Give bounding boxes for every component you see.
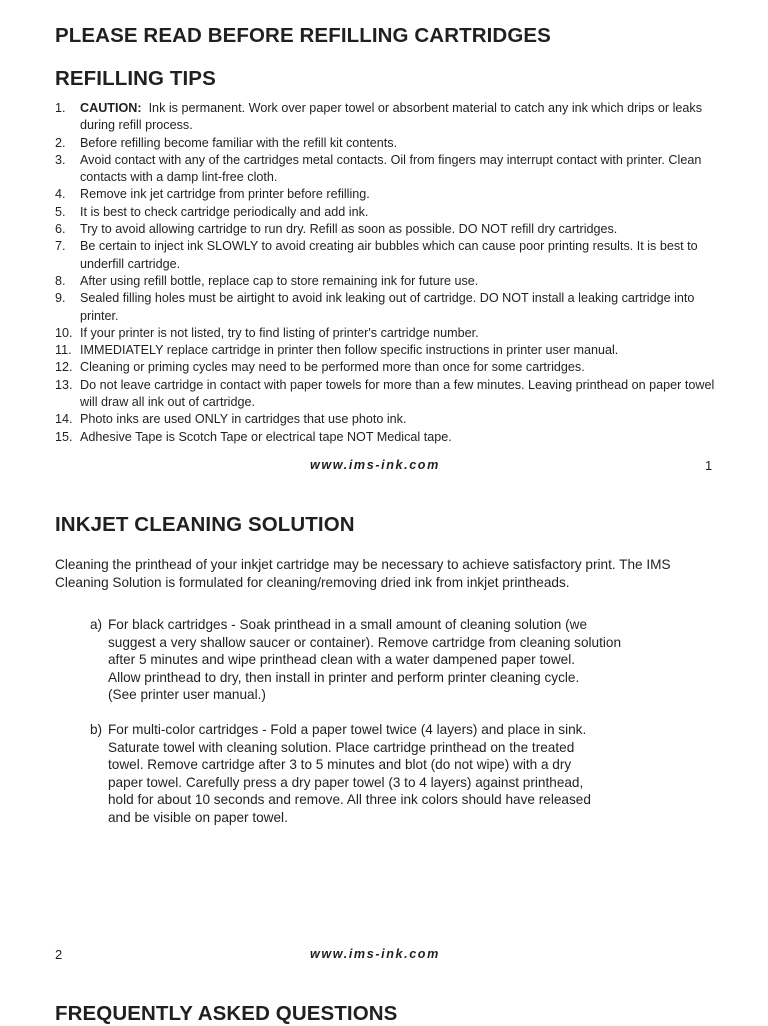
tip-item	[55, 100, 720, 135]
tip-number: 7.	[55, 239, 66, 254]
tip-item	[55, 221, 720, 238]
cleaning-steps	[90, 616, 690, 844]
tip-text: After using refill bottle, replace cap to store remaining ink for future use.	[80, 273, 479, 288]
step-line: For black cartridges - Soak printhead in a small amount of cleaning solution (we	[108, 617, 588, 632]
page-title: PLEASE READ BEFORE REFILLING CARTRIDGES	[55, 24, 551, 47]
tip-number: 13.	[55, 377, 73, 392]
step-line: For multi-color cartridges - Fold a paper towel twice (4 layers) and place in sink.	[108, 722, 587, 737]
cleaning-solution-heading: INKJET CLEANING SOLUTION	[55, 513, 355, 536]
step-line: Allow printhead to dry, then install in printer and perform printer cleaning cycle.	[108, 669, 580, 685]
refilling-tips-list	[55, 100, 720, 446]
tip-item	[55, 359, 720, 376]
tip-text: Remove ink jet cartridge from printer before refilling.	[80, 187, 370, 202]
tip-number: 10.	[55, 325, 73, 340]
footer-url-page2: www.ims-ink.com	[310, 947, 440, 961]
step-label: a)	[90, 617, 103, 632]
faq-heading: FREQUENTLY ASKED QUESTIONS	[55, 1002, 398, 1025]
tip-item	[55, 204, 720, 221]
tip-item	[55, 238, 720, 273]
step-line: towel. Remove cartridge after 3 to 5 minutes and blot (do not wipe) with a dry	[108, 757, 572, 772]
step-line: Saturate towel with cleaning solution. Place cartridge printhead on the treated	[108, 739, 575, 755]
tip-number: 15.	[55, 429, 73, 444]
tip-text: Do not leave cartridge in contact with paper towels for more than a few minutes. Leaving printhead on paper towel will draw all ink out of cartridge.	[80, 377, 715, 410]
tip-text: If your printer is not listed, try to find listing of printer's cartridge number.	[80, 325, 479, 340]
footer-url-page1: www.ims-ink.com	[310, 458, 440, 472]
tip-text: Adhesive Tape is Scotch Tape or electrical tape NOT Medical tape.	[80, 429, 452, 444]
tip-text: Avoid contact with any of the cartridges metal contacts. Oil from fingers may interrupt contact with printer. Clean contacts with a damp lint-free cloth.	[80, 152, 702, 185]
tip-text: Before refilling become familiar with the refill kit contents.	[80, 135, 398, 150]
cleaning-step	[90, 721, 690, 826]
page-number-1: 1	[705, 458, 713, 473]
tip-number: 6.	[55, 222, 66, 237]
tip-text: Sealed filling holes must be airtight to avoid ink leaking out of cartridge. DO NOT install a leaking cartridge into printer.	[80, 291, 695, 323]
tip-number: 5.	[55, 204, 66, 219]
step-line: hold for about 10 seconds and remove. All three ink colors should have released	[108, 792, 591, 807]
tip-text: Photo inks are used ONLY in cartridges that use photo ink.	[80, 412, 407, 427]
tip-number: 1.	[55, 101, 66, 115]
tip-number: 9.	[55, 291, 66, 306]
step-line: paper towel. Carefully press a dry paper towel (3 to 4 layers) against printhead,	[108, 774, 584, 790]
refilling-tips-heading: REFILLING TIPS	[55, 67, 216, 90]
tip-item	[55, 325, 720, 342]
tip-item	[55, 377, 720, 412]
tip-number: 4.	[55, 187, 66, 202]
tip-text-body: Ink is permanent. Work over paper towel or absorbent material to catch any ink which drips or leaks during refill process.	[80, 101, 703, 133]
tip-number: 14.	[55, 412, 73, 427]
tip-number: 8.	[55, 273, 66, 288]
step-label: b)	[90, 722, 103, 737]
tip-item	[55, 411, 720, 428]
tip-number: 2.	[55, 135, 66, 150]
tip-item	[55, 135, 720, 152]
cleaning-intro: Cleaning the printhead of your inkjet cartridge may be necessary to achieve satisfactory print. The IMS Cleaning Solution is formulated for cleaning/removing dried ink from inkjet printheads.	[55, 557, 671, 590]
tip-text	[80, 100, 720, 135]
tip-number: 12.	[55, 360, 73, 375]
tip-item	[55, 273, 720, 290]
step-line: and be visible on paper towel.	[108, 809, 288, 825]
tip-item	[55, 152, 720, 187]
tip-item	[55, 429, 720, 446]
cleaning-step	[90, 616, 690, 704]
tip-number: 11.	[55, 343, 72, 358]
tip-text: Be certain to inject ink SLOWLY to avoid creating air bubbles which can cause poor printing results. It is best to underfill cartridge.	[80, 239, 698, 271]
tip-text: Try to avoid allowing cartridge to run dry. Refill as soon as possible. DO NOT refill dry cartridges.	[80, 222, 618, 237]
page-number-2: 2	[55, 947, 63, 962]
step-text	[108, 616, 690, 704]
step-text	[108, 721, 690, 826]
tip-text: It is best to check cartridge periodically and add ink.	[80, 204, 369, 219]
tip-item	[55, 342, 720, 359]
tip-text: IMMEDIATELY replace cartridge in printer then follow specific instructions in printer user manual.	[80, 343, 619, 358]
tip-item	[55, 290, 720, 325]
tip-text: Cleaning or priming cycles may need to be performed more than once for some cartridges.	[80, 360, 585, 375]
step-line: after 5 minutes and wipe printhead clean with a water dampened paper towel.	[108, 652, 575, 667]
step-line: (See printer user manual.)	[108, 687, 266, 702]
caution-label: CAUTION:	[80, 101, 142, 115]
tip-item	[55, 186, 720, 203]
tip-number: 3.	[55, 152, 66, 167]
step-line: suggest a very shallow saucer or container). Remove cartridge from cleaning solution	[108, 634, 622, 650]
